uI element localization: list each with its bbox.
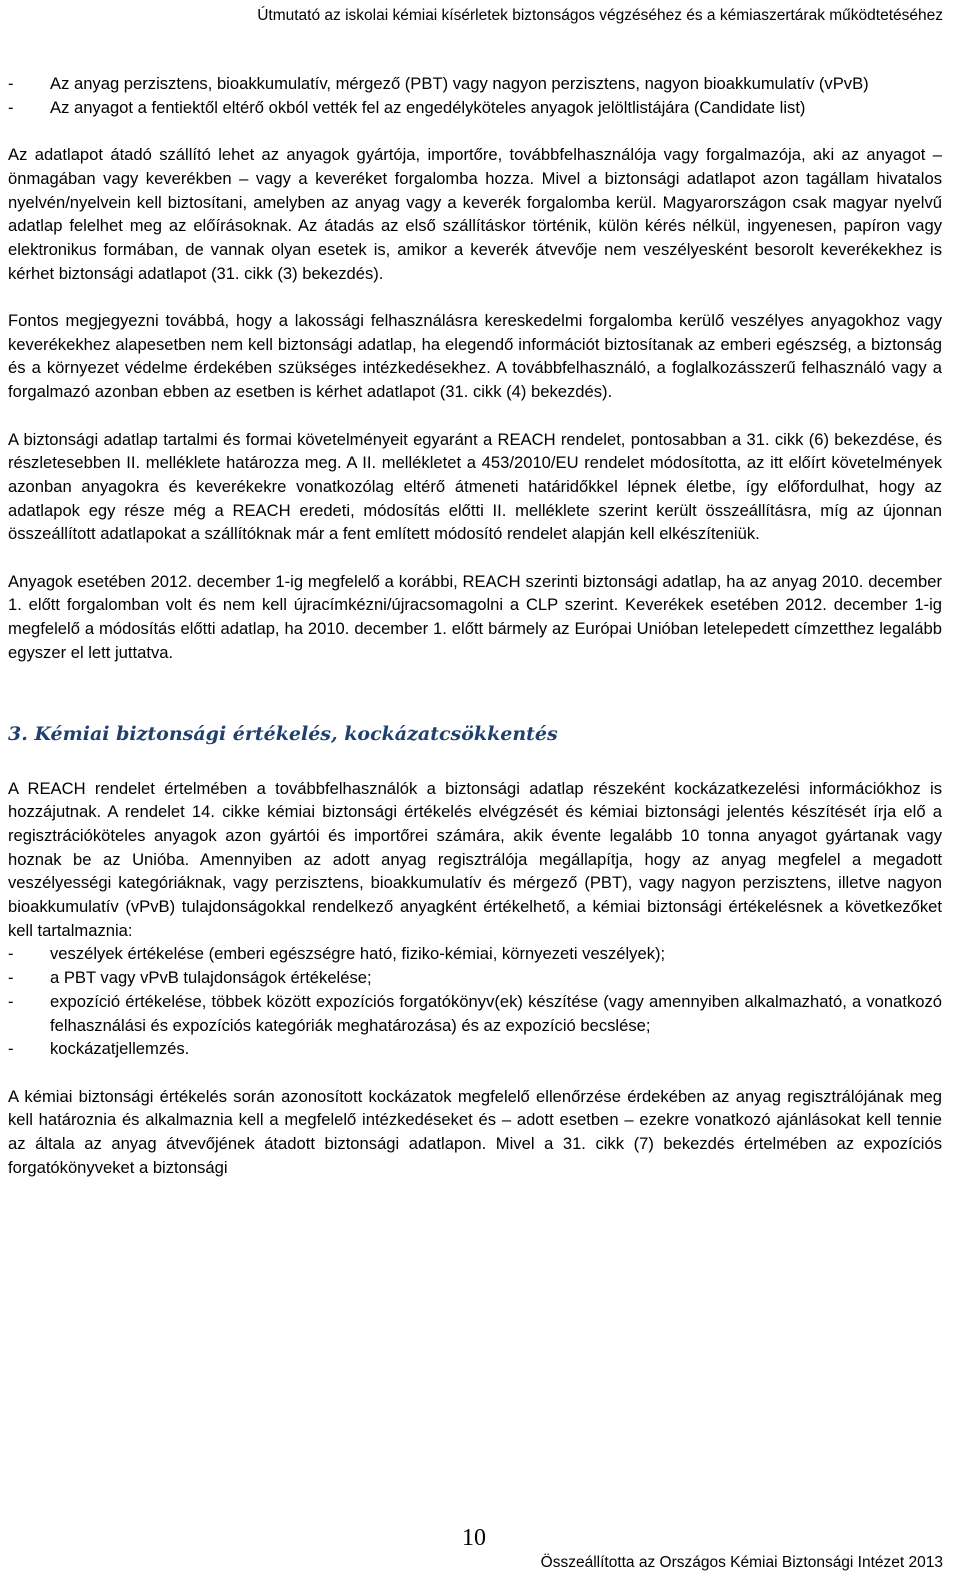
list-dash: - [8, 991, 14, 1011]
list-item-text: expozíció értékelése, többek között expozíciós forgatókönyv(ek) készítése (vagy amennyiben alkalmazható, a vonatkozó felhasználási és expozíciós kategóriák meghatározása) és az expozíció becslése; [50, 991, 942, 1035]
list-item [8, 96, 942, 120]
list-dash: - [8, 1039, 14, 1059]
list-item-text: veszélyek értékelése (emberi egészségre ható, fiziko-kémiai, környezeti veszélyek); [50, 944, 666, 964]
list-item-text: a PBT vagy vPvB tulajdonságok értékelése; [50, 968, 372, 988]
list-item-text: Az anyag perzisztens, bioakkumulatív, mérgező (PBT) vagy nagyon perzisztens, nagyon bioakkumulatív (vPvB) [50, 74, 869, 93]
list-dash: - [8, 944, 14, 964]
list-dash: - [8, 74, 14, 93]
paragraph-supplier: Az adatlapot átadó szállító lehet az anyagok gyártója, importőre, továbbfelhasználója vagy forgalmazója, aki az anyagot – önmagában vagy keverékben – vagy a keveréket forgalomba hozza. Mivel a biztonsági adatlapot azon tagállam hivatalos nyelvén/nyelvein kell biztosítani, amelyben az anyag vagy a keverék forgalomba kerül. Magyarországon csak magyar nyelvű adatlap felelhet meg az előírásoknak. Az átadás az első szállításkor történik, külön kérés nélkül, ingyenesen, papíron vagy elektronikus formában, de vannak olyan esetek is, amikor a keverék átvevője nem veszélyesként besorolt keverékekhez is kérhet biztonsági adatlapot (31. cikk (3) bekezdés). [8, 145, 942, 283]
list-item-text: kockázatjellemzés. [50, 1039, 190, 1059]
document-body [8, 72, 942, 1179]
paragraph-section-closing: A kémiai biztonsági értékelés során azonosított kockázatok megfelelő ellenőrzése érdekében az anyag regisztrálójának meg kell határoznia és alkalmaznia kell a megfelelő intézkedéseket és – adott esetben – ezekre vonatkozó ajánlásokat kell tennie az általa az anyag átvevőjének átadott biztonsági adatlapon. Mivel a 31. cikk (7) bekezdés értelmében az expozíciós forgatókönyveket a biztonsági [8, 1086, 942, 1177]
paragraph-requirements: A biztonsági adatlap tartalmi és formai követelményeit egyaránt a REACH rendelet, pontosabban a 31. cikk (6) bekezdése, és részletesebben II. melléklete határozza meg. A II. mellékletet a 453/2010/EU rendelet módosította, az itt előírt követelmények azonban anyagokra és keverékekre vonatkozólag eltérő átmeneti határidőkkel lépnek életbe, így előfordulhat, hogy az adatlapok egy része még a REACH eredeti, módosítás előtti II. melléklete szerint került összeállításra, míg az újonnan összeállított adatlapokat a szállítóknak már a fent említett módosító rendelet alapján kell elkészíteniük. [8, 429, 942, 544]
list-item [8, 990, 942, 1037]
page-footer: Összeállította az Országos Kémiai Biztonsági Intézet 2013 [540, 1554, 943, 1571]
paragraph-deadlines: Anyagok esetében 2012. december 1-ig megfelelő a korábbi, REACH szerinti biztonsági adatlap, ha az anyag 2010. december 1. előtt forgalomban volt és nem kell újracímkézni/újracsomagolni a CLP szerint. Keverékek esetében 2012. december 1-ig megfelelő a módosítás előtti adatlap, ha 2010. december 1. előtt bármely az Európai Unióban letelepedett címzetthez legalább egyszer el lett juttatva. [8, 571, 942, 662]
list-dash: - [8, 97, 14, 117]
list-item [8, 72, 942, 96]
page-number: 10 [462, 1525, 486, 1551]
list-item [8, 942, 942, 966]
paragraph-section-intro: A REACH rendelet értelmében a továbbfelhasználók a biztonsági adatlap részeként kockázatkezelési információkhoz is hozzájutnak. A rendelet 14. cikke kémiai biztonsági értékelés elvégzését és kémiai biztonsági jelentés készítését írja elő a regisztrációköteles anyagok azon gyártói és importőrei számára, akik évente legalább 10 tonna anyagot gyártanak vagy hoznak be az Unióba. Amennyiben az adott anyag regisztrálója megállapítja, hogy az anyag megfelel a megadott veszélyességi kategóriáknak, vagy perzisztens, bioakkumulatív és mérgező (PBT), vagy nagyon perzisztens, illetve nagyon bioakkumulatív (vPvB) tulajdonságokkal rendelkező anyagként értékelhető, a kémiai biztonsági értékelésnek a következőket kell tartalmaznia: [8, 778, 942, 940]
paragraph-consumer-use: Fontos megjegyezni továbbá, hogy a lakossági felhasználásra kereskedelmi forgalomba kerülő veszélyes anyagokhoz vagy keverékekhez alapesetben nem kell biztonsági adatlap, ha elegendő információt biztosítanak az emberi egészség, a biztonság és a környezet védelme érdekében szükséges intézkedésekhez. A továbbfelhasználó, a foglalkozásszerű felhasználó vagy a forgalmazó azonban ebben az esetben is kérhet adatlapot (31. cikk (4) bekezdés). [8, 311, 942, 402]
list-item-text: Az anyagot a fentiektől eltérő okból vették fel az engedélyköteles anyagok jelöltlistájára (Candidate list) [50, 97, 806, 117]
list-dash: - [8, 968, 14, 988]
list-item [8, 966, 942, 990]
list-item [8, 1037, 942, 1061]
section-heading: 3. Kémiai biztonsági értékelés, kockázatcsökkentés [8, 722, 558, 745]
page-header: Útmutató az iskolai kémiai kísérletek biztonságos végzéséhez és a kémiaszertárak működtetéséhez [257, 7, 943, 24]
